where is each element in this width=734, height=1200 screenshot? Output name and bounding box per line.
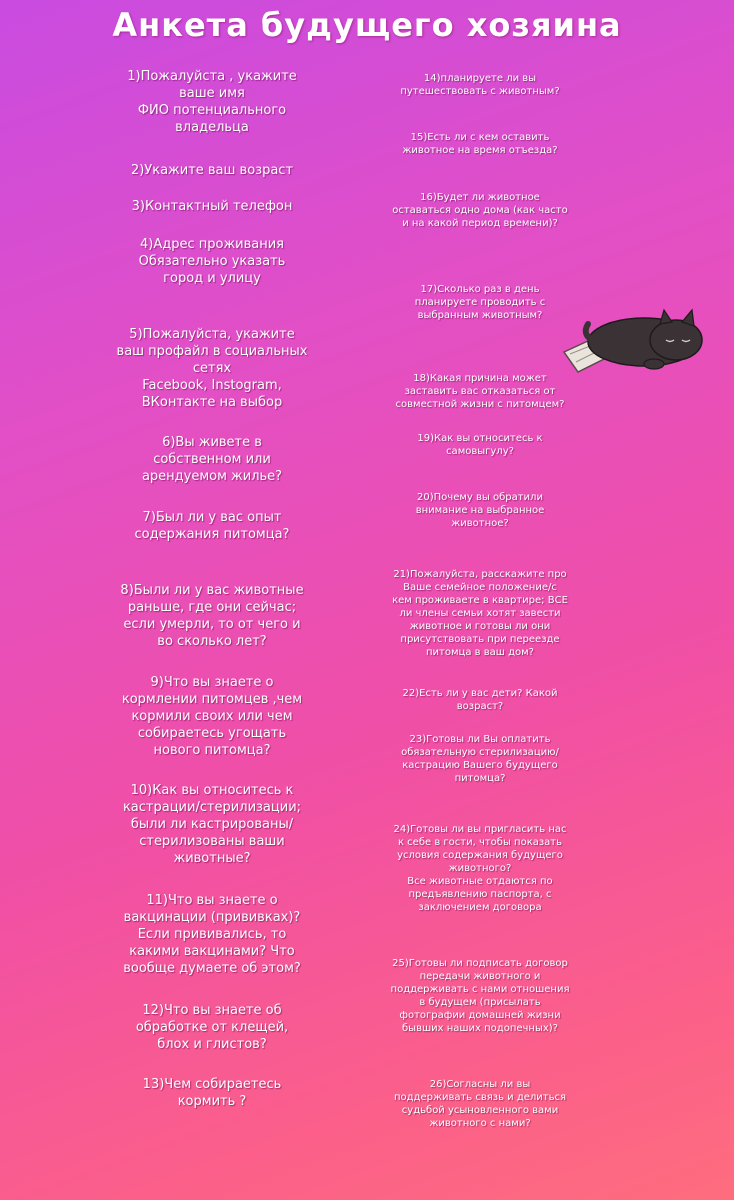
question-24: 24)Готовы ли вы пригласить нас к себе в гости, чтобы показать условия содержания будущего животного? Все животные отдаются по предъявлению паспорта, с заключением договора (393, 824, 567, 913)
question-22: 22)Есть ли у вас дети? Какой возраст? (402, 688, 558, 712)
question-19: 19)Как вы относитесь к самовыгулу? (417, 433, 543, 457)
question-11: 11)Что вы знаете о вакцинации (прививках)? Если прививались, то какими вакцинами? Что вообще думаете об этом? (123, 893, 301, 976)
question-5: 5)Пожалуйста, укажите ваш профайл в социальных сетях Facebook, Instogram, ВКонтакте на выбор (116, 327, 308, 410)
question-16: 16)Будет ли животное оставаться одно дома (как часто и на какой период времени)? (392, 192, 568, 229)
question-3: 3)Контактный телефон (131, 199, 293, 214)
cat-paw (644, 359, 664, 369)
cat-ear-left (660, 310, 672, 324)
question-20: 20)Почему вы обратили внимание на выбранное животное? (415, 492, 545, 529)
question-8: 8)Были ли у вас животные раньше, где они сейчас; если умерли, то от чего и во сколько лет? (120, 583, 304, 649)
question-1: 1)Пожалуйста , укажите ваше имя ФИО потенциального владельца (127, 69, 297, 135)
question-26: 26)Согласны ли вы поддерживать связь и делиться судьбой усыновленного вами животного с нами? (393, 1079, 567, 1129)
question-25: 25)Готовы ли подписать договор передачи животного и поддерживать с нами отношения в будущем (присылать фотографии домашней жизни бывших наших подопечных)? (390, 958, 570, 1034)
question-9: 9)Что вы знаете о кормлении питомцев ,чем кормили своих или чем собираетесь угощать нового питомца? (121, 675, 303, 758)
question-6: 6)Вы живете в собственном или арендуемом жилье? (141, 435, 283, 484)
question-18: 18)Какая причина может заставить вас отказаться от совместной жизни с питомцем? (395, 373, 565, 410)
sleeping-cat-illustration (556, 300, 716, 380)
question-12: 12)Что вы знаете об обработке от клещей, блох и глистов? (135, 1003, 289, 1052)
page-title: Анкета будущего хозяина (112, 6, 622, 44)
question-17: 17)Сколько раз в день планируете проводить с выбранным животным? (414, 284, 546, 321)
question-21: 21)Пожалуйста, расскажите про Ваше семейное положение/с кем проживаете в квартире; ВСЕ ли члены семьи хотят завести животное и готовы ли они присутствовать при переезде питомца в ваш дом? (392, 569, 568, 658)
question-14: 14)планируете ли вы путешествовать с животным? (400, 73, 560, 97)
question-23: 23)Готовы ли Вы оплатить обязательную стерилизацию/ кастрацию Вашего будущего питомца? (401, 734, 559, 784)
question-10: 10)Как вы относитесь к кастрации/стерилизации; были ли кастрированы/ стерилизованы ваши животные? (122, 783, 302, 866)
question-7: 7)Был ли у вас опыт содержания питомца? (134, 510, 290, 542)
question-13: 13)Чем собираетесь кормить ? (142, 1077, 282, 1109)
cat-tail (586, 324, 592, 340)
question-15: 15)Есть ли с кем оставить животное на время отъезда? (402, 132, 558, 156)
question-2: 2)Укажите ваш возраст (130, 163, 294, 178)
question-4: 4)Адрес проживания Обязательно указать город и улицу (138, 237, 286, 286)
